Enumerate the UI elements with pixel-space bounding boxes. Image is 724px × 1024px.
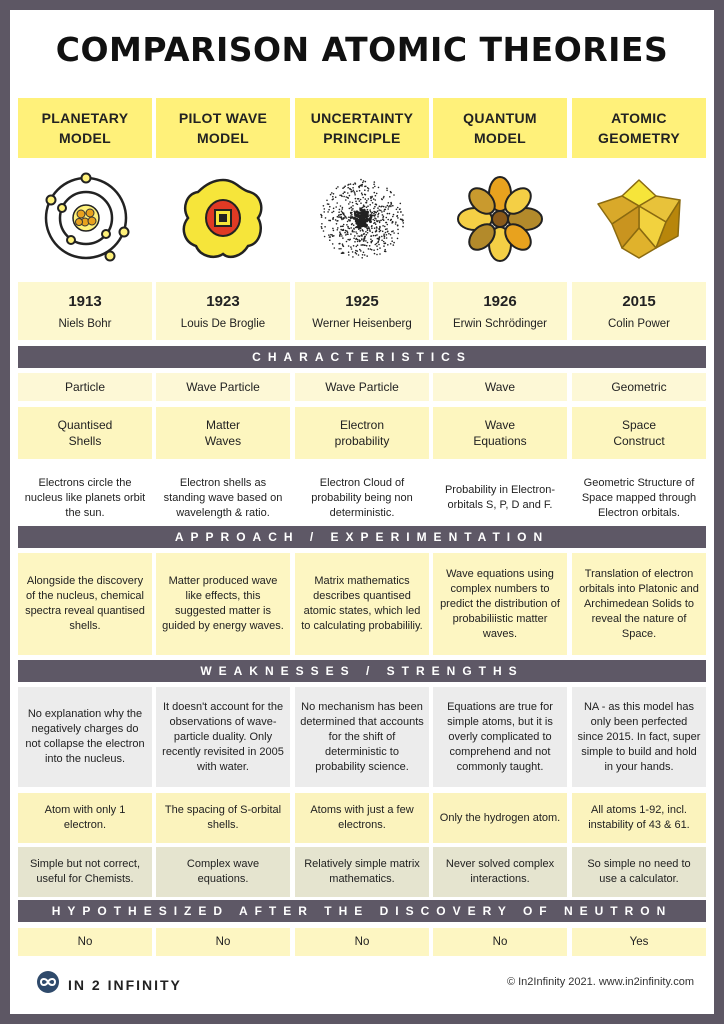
year-cell-pilot-wave: 1923 Louis De Broglie <box>156 282 290 340</box>
section-band-neutron: HYPOTHESIZED AFTER THE DISCOVERY OF NEUTRON <box>18 900 706 922</box>
model-header-geometry: ATOMIC GEOMETRY <box>572 98 706 158</box>
weakness-cell: No mechanism has been determined that accounts for the shift of deterministic to probability science. <box>295 687 429 787</box>
section-band-weaknesses: WEAKNESSES / STRENGTHS <box>18 660 706 682</box>
complexity-cell: Relatively simple matrix mathematics. <box>295 847 429 897</box>
weakness-cell: NA - as this model has only been perfected since 2015. In fact, super simple to build and hold in your hands. <box>572 687 706 787</box>
approach-cell: Wave equations using complex numbers to predict the distribution of probabiliistic matter waves. <box>433 553 567 655</box>
strength-cell: All atoms 1-92, incl. instability of 43 & 61. <box>572 793 706 843</box>
year-cell-planetary: 1913 Niels Bohr <box>18 282 152 340</box>
page-title: COMPARISON ATOMIC THEORIES <box>55 30 669 69</box>
model-header-planetary: PLANETARY MODEL <box>18 98 152 158</box>
strength-cell: Only the hydrogen atom. <box>433 793 567 843</box>
electron-cloud-icon <box>316 174 408 269</box>
strength-cell: Atom with only 1 electron. <box>18 793 152 843</box>
type-cell: Geometric <box>572 373 706 401</box>
approach-cell: Matter produced wave like effects, this suggested matter is guided by energy waves. <box>156 553 290 655</box>
year-cell-uncertainty: 1925 Werner Heisenberg <box>295 282 429 340</box>
model-header-pilot-wave: PILOT WAVE MODEL <box>156 98 290 158</box>
strength-cell: Atoms with just a few electrons. <box>295 793 429 843</box>
description-cell: Probability in Electron-orbitals S, P, D and F. <box>444 484 556 511</box>
infographic-page <box>10 10 714 1014</box>
weakness-cell: No explanation why the negatively charges do not collapse the electron into the nucleus. <box>18 687 152 787</box>
copyright-link[interactable]: © In2Infinity 2021. www.in2infinity.com <box>506 976 694 988</box>
model-header-quantum: QUANTUM MODEL <box>433 98 567 158</box>
footer-brand <box>36 970 182 999</box>
neutron-cell: No <box>433 928 567 956</box>
type-cell: Wave <box>433 373 567 401</box>
complexity-cell: So simple no need to use a calculator. <box>572 847 706 897</box>
pilot-wave-icon <box>178 176 268 267</box>
model-header-uncertainty: UNCERTAINTY PRINCIPLE <box>295 98 429 158</box>
description-cell: Electron shells as standing wave based on wavelength & ratio. <box>163 476 283 519</box>
approach-cell: Translation of electron orbitals into Platonic and Archimedean Solids to reveal the nature of Space. <box>572 553 706 655</box>
year-cell-quantum: 1926 Erwin Schrödinger <box>433 282 567 340</box>
approach-cell: Matrix mathematics describes quantised atomic states, which led to calculating probabililiy. <box>295 553 429 655</box>
infinity-logo-icon <box>36 970 60 999</box>
strength-cell: The spacing of S-orbital shells. <box>156 793 290 843</box>
type-cell: Particle <box>18 373 152 401</box>
neutron-cell: No <box>156 928 290 956</box>
feature-cell: Quantised Shells <box>18 407 152 459</box>
weakness-cell: It doesn't account for the observations of wave-particle duality. Only recently revisited in 2005 with water. <box>156 687 290 787</box>
neutron-cell: No <box>295 928 429 956</box>
feature-cell: Wave Equations <box>433 407 567 459</box>
complexity-cell: Complex wave equations. <box>156 847 290 897</box>
neutron-cell: No <box>18 928 152 956</box>
complexity-cell: Never solved complex interactions. <box>433 847 567 897</box>
complexity-cell: Simple but not correct, useful for Chemists. <box>18 847 152 897</box>
brand-name: IN 2 INFINITY <box>68 976 182 993</box>
planetary-atom-icon <box>40 172 132 269</box>
description-cell: Electron Cloud of probability being non deterministic. <box>311 476 413 519</box>
approach-cell: Alongside the discovery of the nucleus, chemical spectra reveal quantised shells. <box>18 553 152 655</box>
orbital-flower-icon <box>453 172 547 271</box>
section-band-approach: APPROACH / EXPERIMENTATION <box>18 526 706 548</box>
type-cell: Wave Particle <box>295 373 429 401</box>
section-band-characteristics: CHARACTERISTICS <box>18 346 706 368</box>
description-cell: Geometric Structure of Space mapped through Electron orbitals. <box>581 476 697 519</box>
feature-cell: Space Construct <box>572 407 706 459</box>
description-cell: Electrons circle the nucleus like planets orbit the sun. <box>24 476 146 519</box>
geometric-solid-icon <box>594 176 684 267</box>
year-cell-geometry: 2015 Colin Power <box>572 282 706 340</box>
feature-cell: Electron probability <box>295 407 429 459</box>
neutron-cell: Yes <box>572 928 706 956</box>
weakness-cell: Equations are true for simple atoms, but it is overly complicated to comprehend and not commonly taught. <box>433 687 567 787</box>
type-cell: Wave Particle <box>156 373 290 401</box>
feature-cell: Matter Waves <box>156 407 290 459</box>
